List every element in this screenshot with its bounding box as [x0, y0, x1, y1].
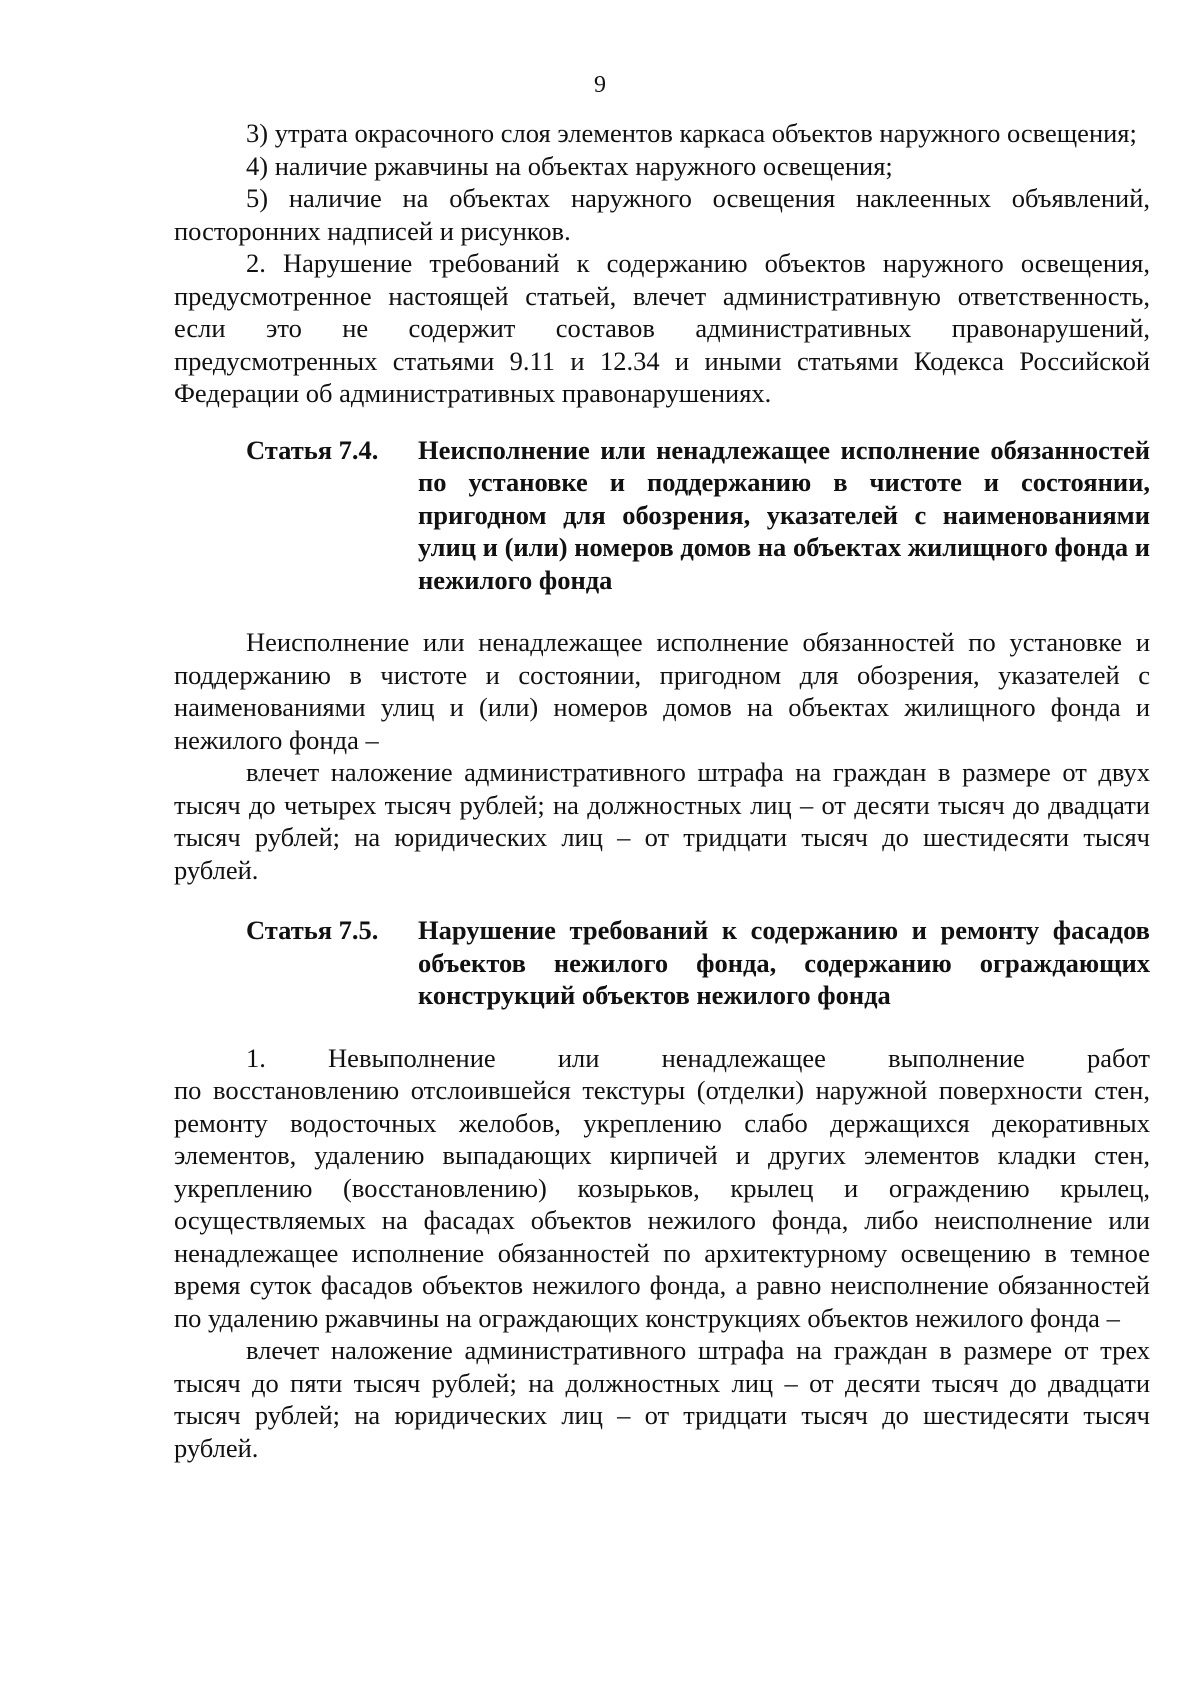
word: ненадлежащее — [661, 1042, 826, 1073]
article-7-4-disposition: Неисполнение или ненадлежащее исполнение обязанностей по установке и поддержанию в чистоте и состоянии, пригодном для обозрения, указателей с наименованиями улиц и (или) номеров домов на объектах жилищного фонда и нежилого фонда – — [174, 627, 1150, 755]
article-7-5-sanction: влечет наложение административного штрафа на граждан в размере от трех тысяч до пяти тысяч рублей; на должностных лиц – от десяти тысяч до двадцати тысяч рублей; на юридических лиц – от тридцати тысяч до шестидесяти тысяч рублей. — [174, 1335, 1150, 1463]
article-title: Нарушение требований к содержанию и ремонту фасадов объектов нежилого фонда, содержанию ограждающих конструкций объектов нежилого фонда — [418, 915, 1150, 1010]
paragraph-item-3: 3) утрата окрасочного слоя элементов каркаса объектов наружного освещения; — [246, 118, 1137, 148]
paragraph-item-5: 5) наличие на объектах наружного освещения наклеенных объявлений, посторонних надписей и рисунков. — [174, 183, 1150, 246]
paragraph-item-4: 4) наличие ржавчины на объектах наружного освещения; — [246, 150, 893, 181]
document-body — [174, 117, 1150, 1464]
article-7-5-heading — [174, 914, 1150, 1012]
word: или — [557, 1042, 600, 1073]
article-7-4-heading — [174, 434, 1150, 597]
article-title: Неисполнение или ненадлежащее исполнение обязанностей по установке и поддержанию в чистоте и состоянии, пригодном для обозрения, указателей с наименованиями улиц и (или) номеров домов на объектах жилищного фонда и нежилого фонда — [418, 434, 1150, 595]
word: Невыполнение — [328, 1042, 496, 1073]
article-number: Статья 7.5. — [246, 915, 379, 945]
word: работ — [1086, 1042, 1150, 1073]
article-7-5-item-1-first-line — [174, 1042, 1150, 1075]
paragraph-part-2: 2. Нарушение требований к содержанию объектов наружного освещения, предусмотренное настоящей статьей, влечет административную ответственность, если это не содержит составов административных правонарушений, предусмотренных статьями 9.11 и 12.34 и иными статьями Кодекса Российской Федерации об административных правонарушениях. — [174, 248, 1150, 408]
word: 1. — [246, 1042, 266, 1073]
word: выполнение — [888, 1042, 1025, 1073]
article-7-5-item-1-text: по восстановлению отслоившейся текстуры (отделки) наружной поверхности стен, ремонту водосточных желобов, укреплению слабо держащихся декоративных элементов, удалению выпадающих кирпичей и других элементов кладки стен, укреплению (восстановлению) козырьков, крылец и ограждению крылец, осуществляемых на фасадах объектов нежилого фонда, либо неисполнение или ненадлежащее исполнение обязанностей по архитектурному освещению в темное время суток фасадов объектов нежилого фонда, а равно неисполнение обязанностей по удалению ржавчины на ограждающих конструкциях объектов нежилого фонда – — [174, 1075, 1150, 1333]
article-7-4-sanction: влечет наложение административного штрафа на граждан в размере от двух тысяч до четырех тысяч рублей; на должностных лиц – от десяти тысяч до двадцати тысяч рублей; на юридических лиц – от тридцати тысяч до шестидесяти тысяч рублей. — [174, 757, 1150, 885]
page-number: 9 — [594, 72, 606, 98]
article-number: Статья 7.4. — [246, 434, 379, 465]
